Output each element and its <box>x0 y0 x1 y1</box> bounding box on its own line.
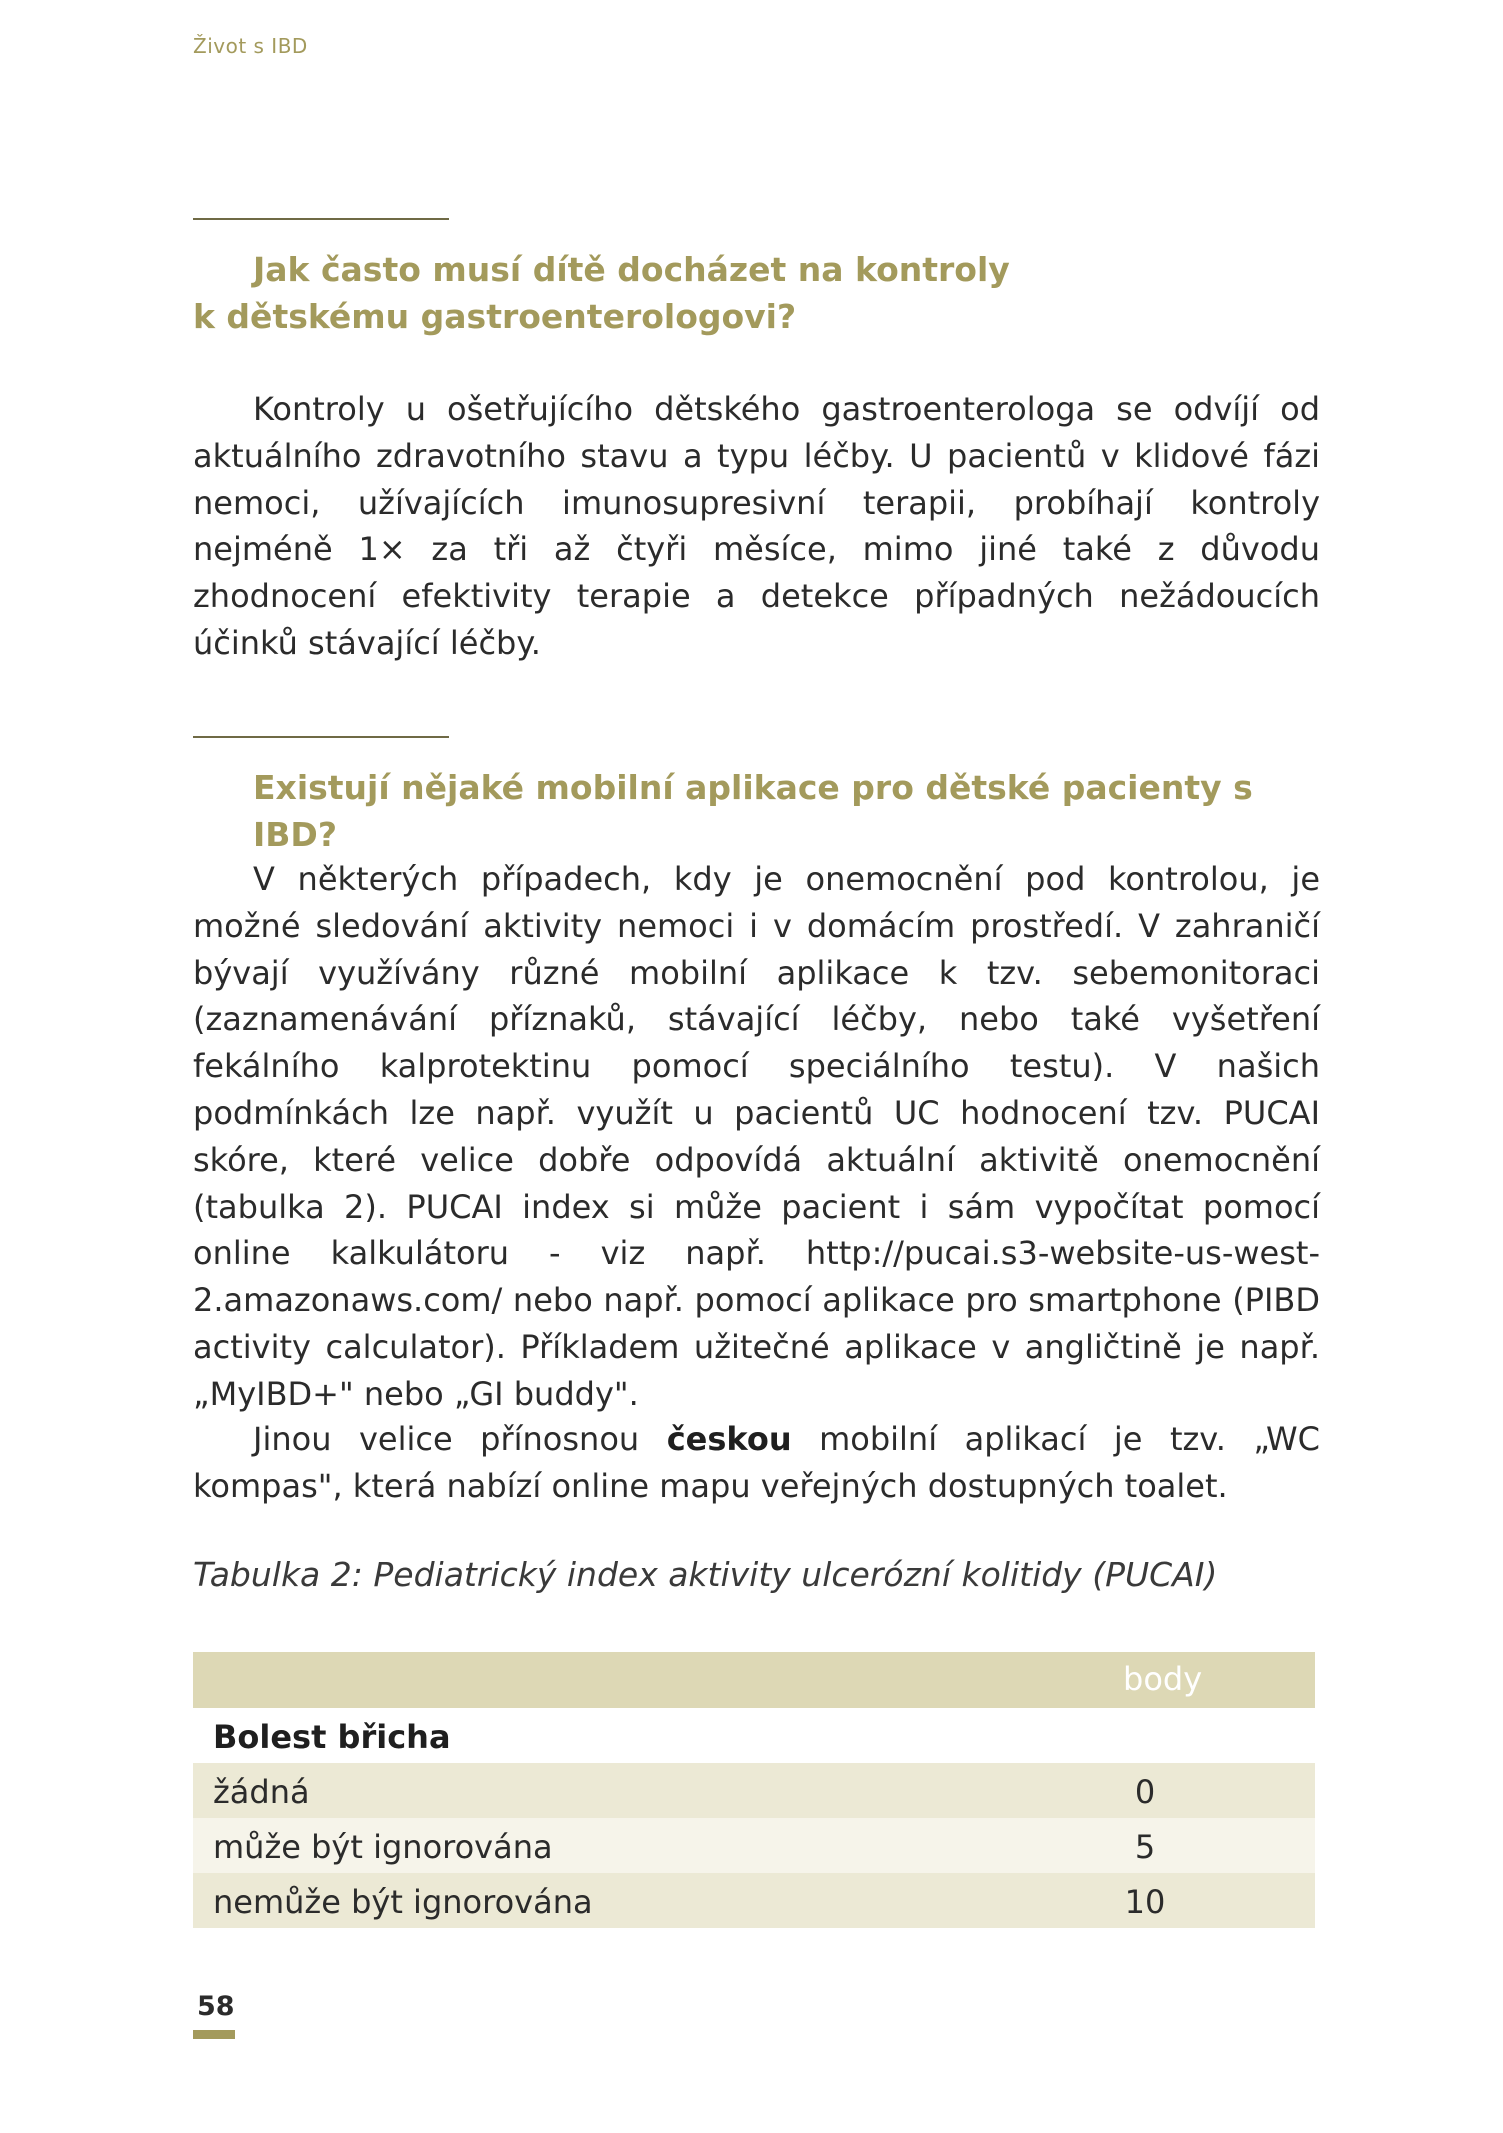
running-head: Život s IBD <box>193 34 308 58</box>
table-row <box>193 1873 1315 1928</box>
row-label: nemůže být ignorována <box>213 1883 593 1921</box>
section-divider <box>193 218 449 220</box>
row-points: 5 <box>1134 1828 1156 1866</box>
row-points: 0 <box>1134 1773 1156 1811</box>
page-number: 58 <box>197 1991 235 2022</box>
row-points: 10 <box>1124 1883 1166 1921</box>
row-label: žádná <box>213 1773 310 1811</box>
table-row <box>193 1763 1315 1818</box>
pucai-table <box>193 1652 1315 1928</box>
table-group-row <box>193 1708 1315 1763</box>
paragraph-text-start: Jinou velice přínosnou <box>253 1420 667 1458</box>
heading-line-2: k dětskému gastroenterologovi? <box>193 297 797 336</box>
paragraph-checkups <box>193 386 1320 667</box>
table-row <box>193 1818 1315 1873</box>
section-heading-apps <box>193 764 1323 858</box>
row-label: může být ignorována <box>213 1828 553 1866</box>
paragraph-wc-kompas <box>193 1416 1320 1510</box>
paragraph-text: Kontroly u ošetřujícího dětského gastroenterologa se odvíjí od aktuálního zdravotního stavu a typu léčby. U pacientů v klidové fázi nemoci, užívajících imunosupresivní terapii, probíhají kontroly nejméně 1× za tři až čtyři měsíce, mimo jiné také z důvodu zhodnocení efektivity terapie a detekce případných nežádoucích účinků stávající léčby. <box>193 390 1320 662</box>
section-heading-checkups <box>193 246 1323 340</box>
bold-emphasis: českou <box>666 1420 792 1458</box>
table-header <box>193 1652 1315 1708</box>
page-number-bar <box>193 2030 235 2039</box>
heading-line-1: Existují nějaké mobilní aplikace pro dětské pacienty s IBD? <box>253 768 1253 854</box>
heading-line-1: Jak často musí dítě docházet na kontroly <box>253 250 1010 289</box>
table-caption: Tabulka 2: Pediatrický index aktivity ulcerózní kolitidy (PUCAI) <box>193 1555 1218 1594</box>
paragraph-text: V některých případech, kdy je onemocnění pod kontrolou, je možné sledování aktivity nemoci i v domácím prostředí. V zahraničí bývají využívány různé mobilní aplikace k tzv. sebemonitoraci (zaznamenávání příznaků, stávající léčby, nebo také vyšetření fekálního kalprotektinu pomocí speciálního testu). V našich podmínkách lze např. využít u pacientů UC hodnocení tzv. PUCAI skóre, které velice dobře odpovídá aktuální aktivitě onemocnění (tabulka 2). PUCAI index si může pacient i sám vypočítat pomocí online kalkulátoru - viz např. http://pucai.s3-website-us-west-2.amazonaws.com/ nebo např. pomocí aplikace pro smartphone (PIBD activity calculator). Příkladem užitečné aplikace v angličtině je např. „MyIBD+" nebo „GI buddy". <box>193 860 1320 1413</box>
section-divider <box>193 736 449 738</box>
header-points: body <box>1123 1660 1203 1698</box>
group-title: Bolest břicha <box>213 1718 451 1756</box>
paragraph-apps <box>193 856 1320 1418</box>
paragraph-text-end: mobilní aplikací je tzv. „WC kompas", která nabízí online mapu veřejných dostupných toalet. <box>193 1420 1321 1505</box>
